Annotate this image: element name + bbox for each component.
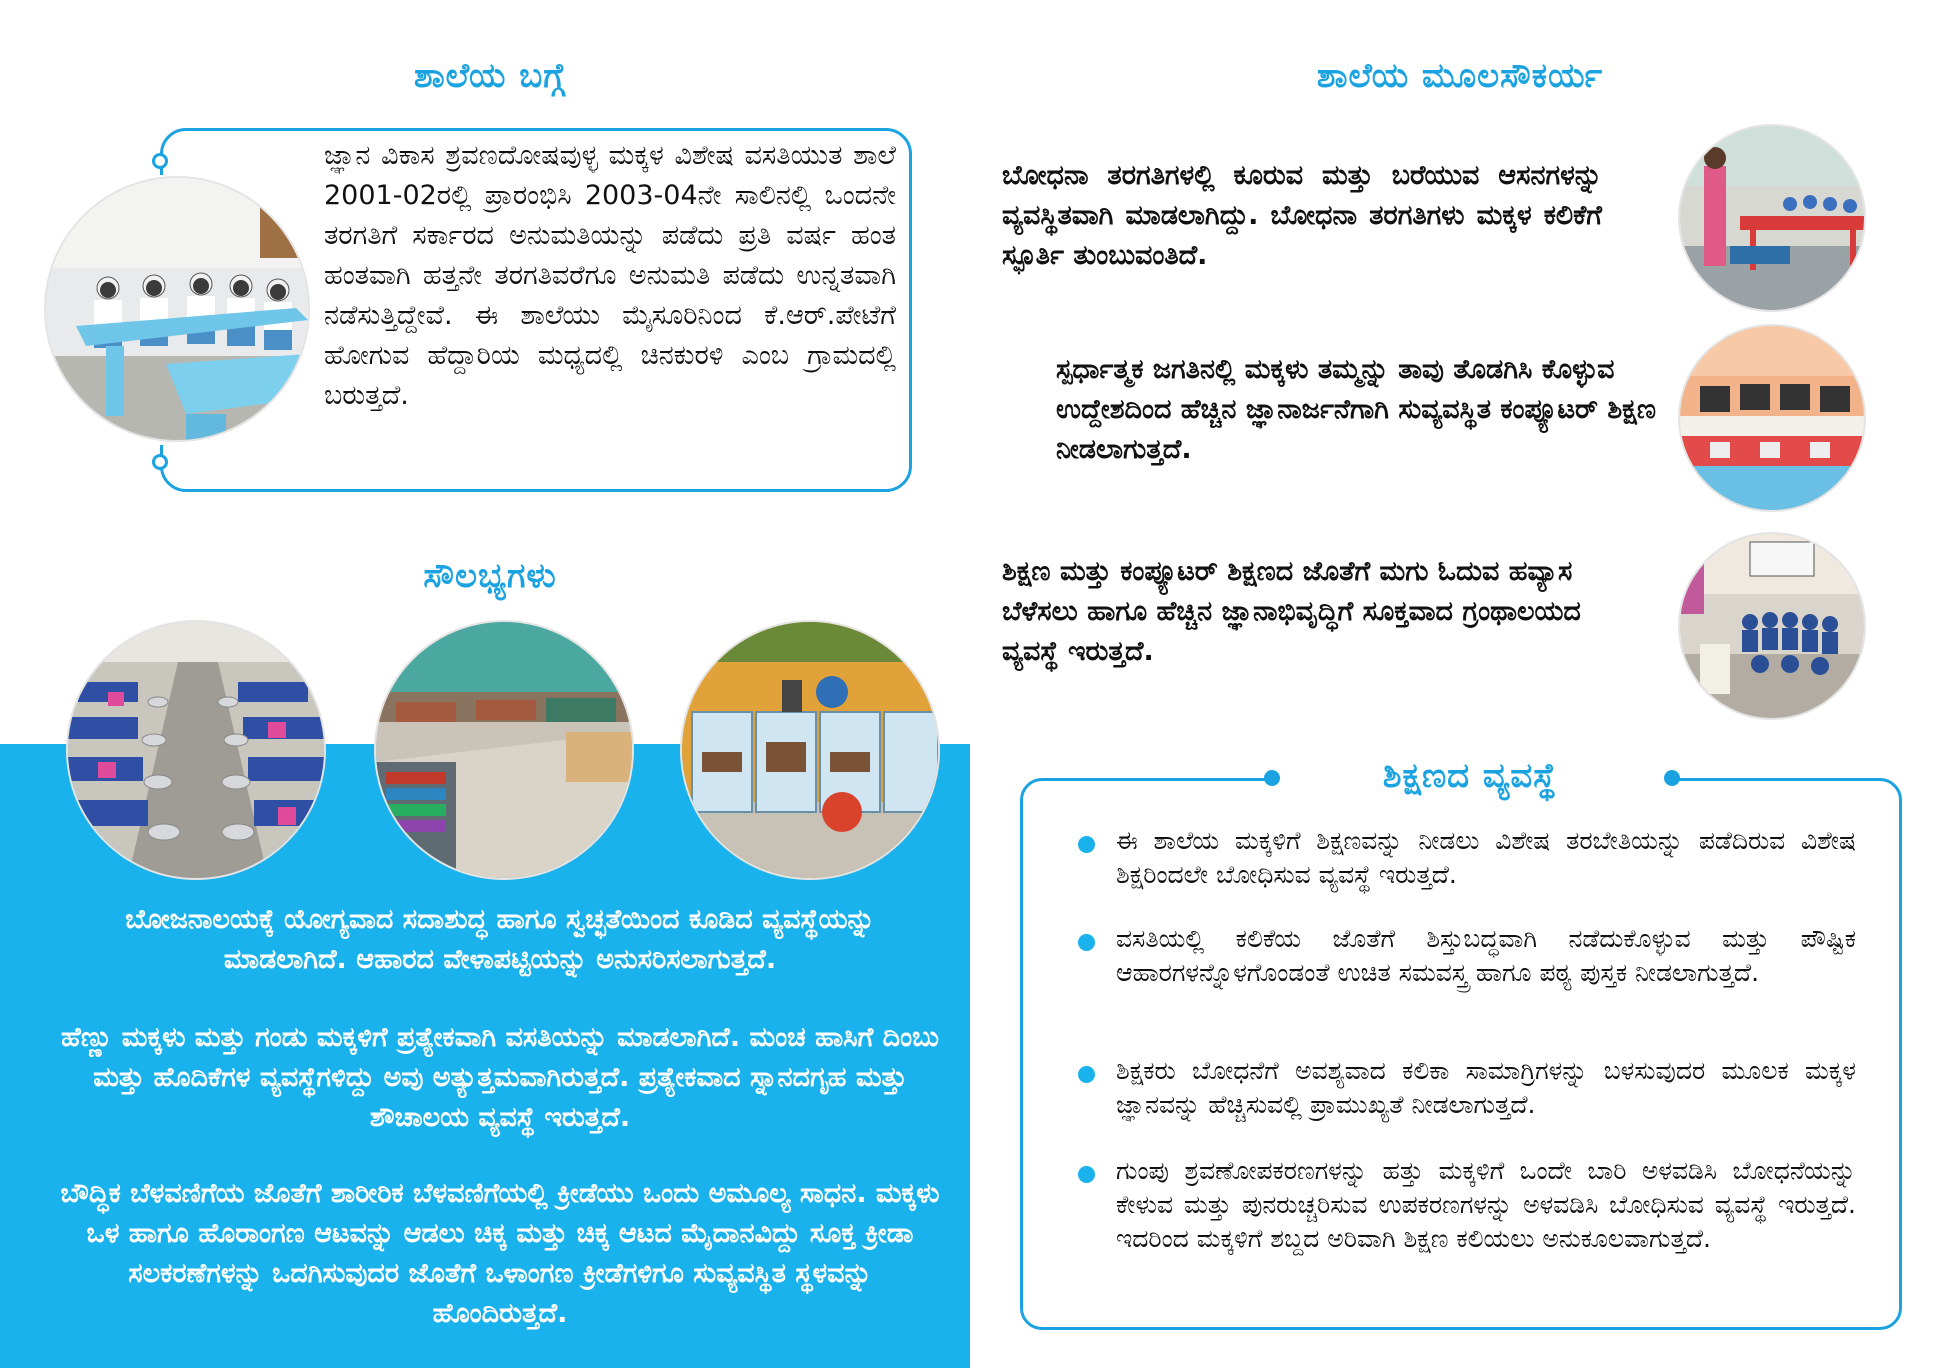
- infrastructure-item-library: ಶಿಕ್ಷಣ ಮತ್ತು ಕಂಪ್ಯೂಟರ್ ಶಿಕ್ಷಣದ ಜೊತೆಗೆ ಮಗು ಓದುವ ಹವ್ಯಾಸ ಬೆಳೆಸಲು ಹಾಗೂ ಹೆಚ್ಚಿನ ಜ್ಞಾನಾಭಿವೃದ್ಧಿಗೆ ಸೂಕ್ತವಾದ ಗ್ರಂಥಾಲಯದ ವ್ಯವಸ್ಥೆ ಇರುತ್ತದೆ.: [1002, 556, 1581, 667]
- dormitory-photo: [376, 622, 632, 878]
- library-illustration: [1680, 534, 1864, 718]
- about-heading: ಶಾಲೆಯ ಬಗ್ಗೆ: [414, 56, 566, 96]
- library-photo: [1680, 534, 1864, 718]
- dormitory-illustration: [376, 622, 632, 878]
- about-text: ಜ್ಞಾನ ವಿಕಾಸ ಶ್ರವಣದೋಷವುಳ್ಳ ಮಕ್ಕಳ ವಿಶೇಷ ವಸತಿಯುತ ಶಾಲೆ 2001-02ರಲ್ಲಿ ಪ್ರಾರಂಭಿಸಿ 2003-04ನೇ ಸಾಲಿನಲ್ಲಿ ಒಂದನೇ ತರಗತಿಗೆ ಸರ್ಕಾರದ ಅನುಮತಿಯನ್ನು ಪಡೆದು ಪ್ರತಿ ವರ್ಷ ಹಂತ ಹಂತವಾಗಿ ಹತ್ತನೇ ತರಗತಿವರೆಗೂ ಅನುಮತಿ ಪಡೆದು ಉನ್ನತವಾಗಿ ನಡೆಸುತ್ತಿದ್ದೇವೆ. ಈ ಶಾಲೆಯು ಮೈಸೂರಿನಿಂದ ಕೆ.ಆರ್.ಪೇಟೆಗೆ ಹೋಗುವ ಹೆದ್ದಾರಿಯ ಮಧ್ಯದಲ್ಲಿ ಚಿನಕುರಳಿ ಎಂಬ ಗ್ರಾಮದಲ್ಲಿ ಬರುತ್ತದೆ.: [324, 140, 896, 411]
- education-item-4: ಗುಂಪು ಶ್ರವಣೋಪಕರಣಗಳನ್ನು ಹತ್ತು ಮಕ್ಕಳಿಗೆ ಒಂದೇ ಬಾರಿ ಅಳವಡಿಸಿ ಬೋಧನೆಯನ್ನು ಕೇಳುವ ಮತ್ತು ಪುನರುಚ್ಚರಿಸುವ ಉಪಕರಣಗಳನ್ನು ಅಳವಡಿಸಿ ಬೋಧಿಸುವ ವ್ಯವಸ್ಥೆ ಇರುತ್ತದೆ. ಇದರಿಂದ ಮಕ್ಕಳಿಗೆ ಶಬ್ದದ ಅರಿವಾಗಿ ಶಿಕ್ಷಣ ಕಲಿಯಲು ಅನುಕೂಲವಾಗುತ್ತದೆ.: [1116, 1156, 1856, 1253]
- about-frame-dot-top: [152, 153, 168, 169]
- computer-lab-illustration: [1680, 326, 1864, 510]
- education-item-3: ಶಿಕ್ಷಕರು ಬೋಧನೆಗೆ ಅವಶ್ಯವಾದ ಕಲಿಕಾ ಸಾಮಾಗ್ರಿಗಳನ್ನು ಬಳಸುವುದರ ಮೂಲಕ ಮಕ್ಕಳ ಜ್ಞಾನವನ್ನು ಹೆಚ್ಚಿಸುವಲ್ಲಿ ಪ್ರಾಮುಖ್ಯತೆ ನೀಡಲಾಗುತ್ತದೆ.: [1116, 1056, 1856, 1119]
- classroom-illustration: [1680, 126, 1864, 310]
- education-frame-dot-left: [1264, 770, 1280, 786]
- education-heading: ಶಿಕ್ಷಣದ ವ್ಯವಸ್ಥೆ: [1382, 756, 1558, 796]
- education-frame-dot-right: [1664, 770, 1680, 786]
- education-item-1: ಈ ಶಾಲೆಯ ಮಕ್ಕಳಿಗೆ ಶಿಕ್ಷಣವನ್ನು ನೀಡಲು ವಿಶೇಷ ತರಬೇತಿಯನ್ನು ಪಡೆದಿರುವ ವಿಶೇಷ ಶಿಕ್ಷರಿಂದಲೇ ಬೋಧಿಸುವ ವ್ಯವಸ್ಥೆ ಇರುತ್ತದೆ.: [1116, 826, 1856, 889]
- about-frame-dot-bottom: [152, 454, 168, 470]
- infrastructure-heading: ಶಾಲೆಯ ಮೂಲಸೌಕರ್ಯ: [1316, 56, 1604, 96]
- sports-paragraph: ಬೌದ್ಧಿಕ ಬೆಳವಣಿಗೆಯ ಜೊತೆಗೆ ಶಾರೀರಿಕ ಬೆಳವಣಿಗೆಯಲ್ಲಿ ಕ್ರೀಡೆಯು ಒಂದು ಅಮೂಲ್ಯ ಸಾಧನ. ಮಕ್ಕಳು ಒಳ ಹಾಗೂ ಹೊರಾಂಗಣ ಆಟವನ್ನು ಆಡಲು ಚಿಕ್ಕ ಮತ್ತು ಚಿಕ್ಕ ಆಟದ ಮೈದಾನವಿದ್ದು ಸೂಕ್ತ ಕ್ರೀಡಾ ಸಲಕರಣೆಗಳನ್ನು ಒದಗಿಸುವುದರ ಜೊತೆಗೆ ಒಳಾಂಗಣ ಕ್ರೀಡೆಗಳಿಗೂ ಸುವ್ಯವಸ್ಥಿತ ಸ್ಥಳವನ್ನು ಹೊಂದಿರುತ್ತದೆ.: [60, 1178, 940, 1329]
- education-item-2: ವಸತಿಯಲ್ಲಿ ಕಲಿಕೆಯ ಜೊತೆಗೆ ಶಿಸ್ತುಬದ್ಧವಾಗಿ ನಡೆದುಕೊಳ್ಳುವ ಮತ್ತು ಪೌಷ್ಟಿಕ ಆಹಾರಗಳನ್ನೊಳಗೊಂಡಂತೆ ಉಚಿತ ಸಮವಸ್ತ್ರ ಹಾಗೂ ಪಠ್ಯ ಪುಸ್ತಕ ನೀಡಲಾಗುತ್ತದೆ.: [1116, 924, 1856, 987]
- learning-materials-photo: [682, 622, 938, 878]
- hostel-paragraph: ಹೆಣ್ಣು ಮಕ್ಕಳು ಮತ್ತು ಗಂಡು ಮಕ್ಕಳಿಗೆ ಪ್ರತ್ಯೇಕವಾಗಿ ವಸತಿಯನ್ನು ಮಾಡಲಾಗಿದೆ. ಮಂಚ ಹಾಸಿಗೆ ದಿಂಬು ಮತ್ತು ಹೊದಿಕೆಗಳ ವ್ಯವಸ್ಥೆಗಳಿದ್ದು ಅವು ಅತ್ಯುತ್ತಮವಾಗಿರುತ್ತದೆ. ಪ್ರತ್ಯೇಕವಾದ ಸ್ನಾನದಗೃಹ ಮತ್ತು ಶೌಚಾಲಯ ವ್ಯವಸ್ಥೆ ಇರುತ್ತದೆ.: [61, 1022, 939, 1133]
- education-bullet-3: [1078, 1066, 1095, 1083]
- computer-lab-photo: [1680, 326, 1864, 510]
- education-bullet-4: [1078, 1166, 1095, 1183]
- dining-paragraph: ಬೋಜನಾಲಯಕ್ಕೆ ಯೋಗ್ಯವಾದ ಸದಾಶುದ್ಧ ಹಾಗೂ ಸ್ವಚ್ಛತೆಯಿಂದ ಕೂಡಿದ ವ್ಯವಸ್ಥೆಯನ್ನು ಮಾಡಲಾಗಿದೆ. ಆಹಾರದ ವೇಳಾಪಟ್ಟಿಯನ್ನು ಅನುಸರಿಸಲಾಗುತ್ತದೆ.: [125, 904, 875, 975]
- classroom-hearing-aid-photo: [46, 178, 308, 440]
- learning-materials-illustration: [682, 622, 938, 878]
- education-bullet-2: [1078, 934, 1095, 951]
- classroom-photo: [1680, 126, 1864, 310]
- dining-hall-illustration: [68, 622, 324, 878]
- infrastructure-item-classroom: ಬೋಧನಾ ತರಗತಿಗಳಲ್ಲಿ ಕೂರುವ ಮತ್ತು ಬರೆಯುವ ಆಸನಗಳನ್ನು ವ್ಯವಸ್ಥಿತವಾಗಿ ಮಾಡಲಾಗಿದ್ದು. ಬೋಧನಾ ತರಗತಿಗಳು ಮಕ್ಕಳ ಕಲಿಕೆಗೆ ಸ್ಫೂರ್ತಿ ತುಂಬುವಂತಿದೆ.: [1002, 160, 1602, 271]
- classroom-hearing-aid-illustration: [46, 178, 308, 440]
- education-bullet-1: [1078, 836, 1095, 853]
- facilities-heading: ಸೌಲಭ್ಯಗಳು: [423, 556, 557, 596]
- dining-hall-photo: [68, 622, 324, 878]
- infrastructure-item-computer: ಸ್ಪರ್ಧಾತ್ಮಕ ಜಗತಿನಲ್ಲಿ ಮಕ್ಕಳು ತಮ್ಮನ್ನು ತಾವು ತೊಡಗಿಸಿ ಕೊಳ್ಳುವ ಉದ್ದೇಶದಿಂದ ಹೆಚ್ಚಿನ ಜ್ಞಾನಾರ್ಜನೆಗಾಗಿ ಸುವ್ಯವಸ್ಥಿತ ಕಂಪ್ಯೂಟರ್ ಶಿಕ್ಷಣ ನೀಡಲಾಗುತ್ತದೆ.: [1056, 354, 1656, 465]
